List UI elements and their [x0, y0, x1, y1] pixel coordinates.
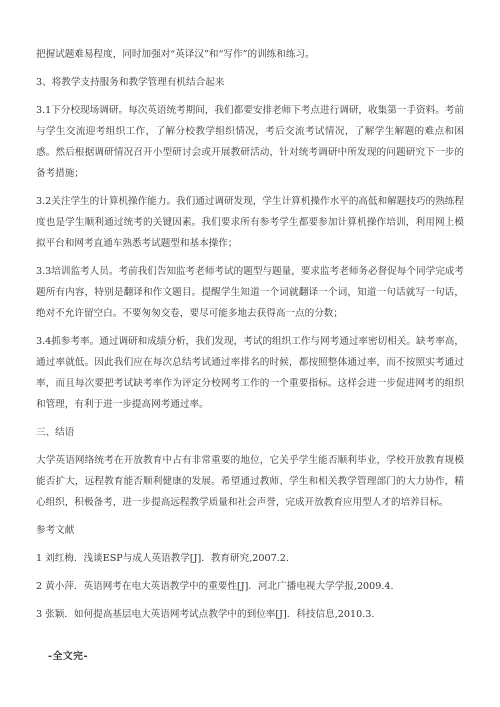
- paragraph-3-2: 3.2关注学生的计算机操作能力。我们通过调研发现，学生计算机操作水平的高低和解题技巧的熟练程度也是学生顺利通过统考的关键因素。我们要求所有参考学生都要参加计算机操作培训，利用网上模拟平台和网考直通车熟悉考试题型和基本操作；: [36, 196, 464, 249]
- references-title: 参考文献: [36, 525, 75, 536]
- reference-item: 3 张颖．如何提高基层电大英语网考试点教学中的到位率[J]．科技信息,2010.3.: [36, 609, 375, 620]
- conclusion-paragraph: 大学英语网络统考在开放教育中占有非常重要的地位，它关乎学生能否顺利毕业，学校开放教育规模能否扩大，远程教育能否顺利健康的发展。希望通过教师、学生和相关教学管理部门的大力协作，精心组织，积极备考，进一步提高远程教学质量和社会声誉，完成开放教育应用型人才的培养目标。: [36, 455, 464, 508]
- conclusion-heading: 三、结语: [36, 427, 75, 438]
- paragraph-3-1: 3.1下分校现场调研。每次英语统考期间，我们都要安排老师下考点进行调研，收集第一手资料。考前与学生交流迎考组织工作，了解分校教学组织情况，考后交流考试情况，了解学生解题的难点和困惑。然后根据调研情况召开小型研讨会或开展教研活动，针对统考调研中所发现的问题研究下一步的备考措施；: [36, 105, 464, 179]
- paragraph-3-3: 3.3培训监考人员。考前我们告知监考老师考试的题型与题量，要求监考老师务必督促每个同学完成考题所有内容，特别是翻译和作文题目。提醒学生知道一个词就翻译一个词，知道一句话就写一句话，绝对不允许留空白。不要匆匆交卷，要尽可能多地去获得高一点的分数；: [36, 266, 464, 319]
- paragraph-3-4: 3.4抓参考率。通过调研和成绩分析，我们发现，考试的组织工作与网考通过率密切相关。缺考率高，通过率就低。因此我们应在每次总结考试通过率排名的时候，都按照整体通过率，而不按照实考通过率，而且每次要把考试缺考率作为评定分校网考工作的一个重要指标。这样会进一步促进网考的组织和管理，有利于进一步提高网考通过率。: [36, 336, 464, 410]
- reference-item: 2 黄小萍．英语网考在电大英语教学中的重要性[J]．河北广播电视大学学报,2009.4.: [36, 581, 394, 592]
- end-of-document-mark: -全文完-: [48, 651, 89, 662]
- reference-item: 1 刘红梅．浅谈ESP与成人英语教学[J]．教育研究,2007.2.: [36, 553, 289, 564]
- document-body: [36, 44, 464, 625]
- intro-paragraph-tail: 把握试题难易程度，同时加强对“英译汉”和“写作”的训练和练习。: [36, 49, 315, 60]
- section-3-heading: 3、将教学支持服务和教学管理有机结合起来: [36, 77, 225, 88]
